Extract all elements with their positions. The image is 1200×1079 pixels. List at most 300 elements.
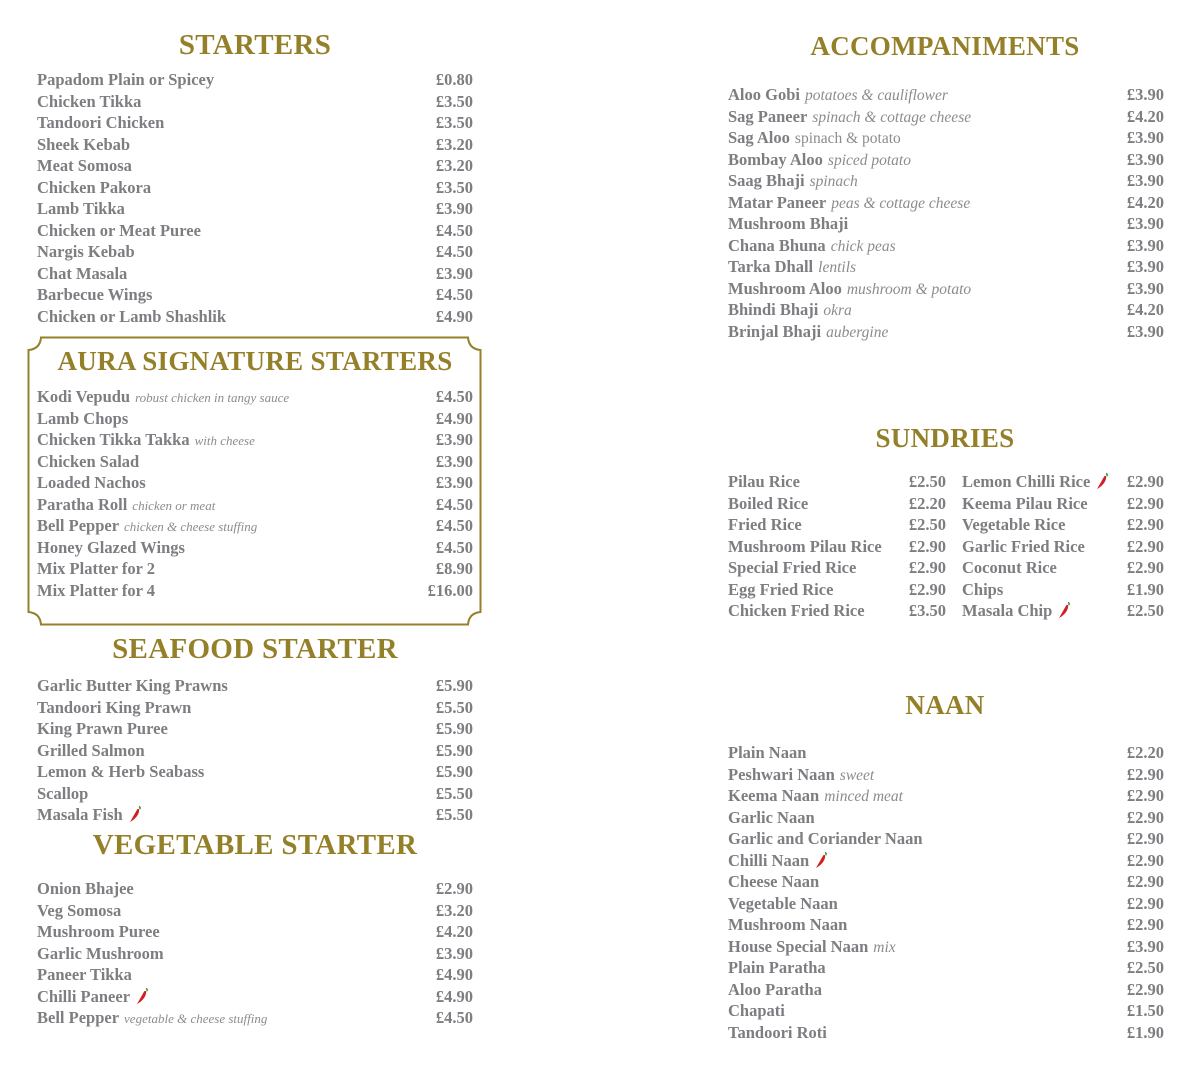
menu-item-name: Chicken or Lamb Shashlik — [37, 306, 227, 326]
menu-item — [728, 149, 1164, 171]
menu-item-price: £2.20 — [1126, 743, 1164, 762]
menu-item — [962, 493, 1164, 515]
menu-item-price: £2.90 — [1126, 829, 1164, 848]
menu-item-name: Mix Platter for 2 — [37, 559, 156, 578]
menu-item-text — [37, 921, 160, 943]
menu-item-text — [728, 600, 865, 622]
menu-item-price: £3.90 — [1126, 171, 1164, 190]
menu-item-price: £8.90 — [435, 559, 473, 578]
menu-item-text — [962, 579, 1003, 601]
menu-item-price: £3.20 — [435, 900, 473, 920]
menu-item-price: £4.50 — [435, 494, 473, 514]
menu-item — [728, 170, 1164, 192]
menu-item-text — [728, 213, 848, 235]
menu-item-price: £2.90 — [1126, 872, 1164, 891]
menu-item-text — [728, 1022, 827, 1044]
menu-item-name: Scallop — [37, 783, 89, 803]
menu-item — [728, 256, 1164, 278]
menu-item-description: spinach & potato — [794, 130, 901, 147]
menu-item-text — [37, 580, 155, 602]
menu-item-text — [37, 177, 151, 199]
menu-item-price: £1.90 — [1126, 579, 1164, 599]
menu-item-text — [728, 299, 852, 321]
menu-item-text — [728, 785, 903, 807]
menu-item-text — [37, 515, 257, 537]
menu-item — [728, 871, 1164, 893]
menu-item-description: sweet — [839, 766, 875, 784]
menu-item-description: mushroom & potato — [846, 280, 972, 298]
menu-item-text — [37, 91, 141, 113]
menu-item-text — [962, 536, 1085, 558]
menu-item-name: Chat Masala — [37, 263, 128, 283]
menu-item — [728, 235, 1164, 257]
menu-item-description: okra — [823, 302, 852, 319]
menu-item-price: £3.90 — [435, 263, 473, 283]
menu-item — [728, 936, 1164, 958]
menu-item-text — [728, 235, 896, 257]
menu-item-description: spinach & cottage cheese — [812, 108, 972, 126]
sundries-heading: SUNDRIES — [875, 423, 1015, 453]
menu-item-text — [728, 764, 874, 786]
menu-item-name: Sheek Kebab — [37, 134, 131, 154]
menu-item-text — [728, 471, 800, 493]
menu-item-text — [37, 155, 132, 177]
menu-item-text — [37, 804, 142, 826]
menu-item — [37, 408, 473, 430]
menu-item-price: £2.90 — [1126, 493, 1164, 513]
menu-item — [37, 198, 473, 220]
menu-item-price: £5.90 — [435, 676, 473, 695]
menu-item-price: £2.50 — [1126, 958, 1164, 977]
menu-item-name: Mushroom Puree — [37, 922, 160, 941]
starters-heading: STARTERS — [178, 29, 332, 61]
menu-item-name: Mix Platter for 4 — [37, 580, 156, 600]
menu-item — [728, 1022, 1164, 1044]
menu-item-text — [728, 871, 819, 893]
menu-item-price: £4.90 — [435, 986, 473, 1006]
menu-item-price: £2.90 — [1126, 915, 1164, 934]
menu-item — [728, 828, 1164, 850]
menu-item — [37, 386, 473, 408]
menu-item-price: £3.20 — [435, 134, 473, 154]
menu-item-name: Lamb Tikka — [37, 199, 125, 218]
accompaniments-list — [728, 84, 1164, 342]
menu-item — [728, 1000, 1164, 1022]
menu-item-name: Chicken Tikka Takka — [37, 430, 190, 449]
menu-item-name: Peshwari Naan — [728, 764, 835, 784]
menu-item-name: Masala Fish — [37, 805, 123, 824]
menu-item-text — [728, 321, 888, 343]
menu-item-name: Tandoori King Prawn — [37, 697, 192, 717]
menu-item-price: £4.50 — [435, 387, 473, 406]
seafood-heading: SEAFOOD STARTER — [112, 633, 398, 665]
menu-item-name: Sag Paneer — [728, 106, 808, 126]
menu-item-name: Lamb Chops — [37, 408, 129, 428]
menu-item-description: minced meat — [824, 788, 903, 805]
menu-item — [728, 84, 1164, 106]
menu-item-name: Egg Fried Rice — [728, 579, 834, 599]
menu-item — [37, 429, 473, 451]
accompaniments-heading: ACCOMPANIMENTS — [810, 31, 1080, 61]
sundries-left-list — [728, 471, 946, 622]
menu-item-price: £3.20 — [435, 156, 473, 175]
menu-item — [728, 493, 946, 515]
menu-item — [37, 112, 473, 134]
menu-item-text — [728, 84, 948, 106]
menu-item — [37, 675, 473, 697]
menu-item-description: spinach — [809, 173, 858, 190]
menu-item-price: £3.50 — [435, 113, 473, 132]
menu-item-text — [37, 408, 128, 430]
menu-item-name: Garlic Butter King Prawns — [37, 676, 228, 695]
menu-item-text — [728, 106, 971, 128]
menu-item-name: Aloo Paratha — [728, 979, 822, 999]
menu-item-name: Bell Pepper — [37, 1008, 120, 1027]
vegetable-list — [37, 878, 473, 1029]
menu-item-price: £3.50 — [908, 601, 946, 620]
menu-item-text — [37, 761, 204, 783]
menu-item-text — [37, 900, 121, 922]
menu-item — [37, 986, 473, 1008]
menu-item-text — [37, 220, 201, 242]
menu-item-text — [728, 807, 815, 829]
menu-item — [728, 807, 1164, 829]
menu-item-price: £3.90 — [435, 451, 473, 471]
menu-item-text — [728, 170, 858, 192]
menu-item-name: Bell Pepper — [37, 516, 120, 535]
menu-item-price: £3.90 — [1126, 235, 1164, 255]
menu-item-price: £4.20 — [1126, 192, 1164, 212]
menu-item-name: Mushroom Bhaji — [728, 214, 849, 233]
menu-item-text — [37, 284, 152, 306]
menu-item-name: House Special Naan — [728, 936, 869, 956]
menu-item-text — [37, 494, 215, 516]
menu-item — [37, 241, 473, 263]
menu-item-name: Chicken Tikka — [37, 91, 142, 111]
menu-item-price: £4.50 — [435, 220, 473, 240]
menu-item — [728, 742, 1164, 764]
menu-item-description: peas & cottage cheese — [831, 194, 971, 212]
vegetable-heading: VEGETABLE STARTER — [92, 829, 418, 861]
menu-item-price: £5.90 — [435, 719, 473, 738]
menu-item-text — [728, 850, 828, 872]
menu-item-name: Garlic Naan — [728, 807, 815, 827]
menu-item-name: Keema Naan — [728, 786, 820, 805]
menu-item-name: Coconut Rice — [962, 558, 1057, 577]
menu-item-text — [728, 893, 838, 915]
menu-item — [37, 177, 473, 199]
menu-item-price: £2.90 — [1126, 472, 1164, 491]
menu-item-price: £2.50 — [908, 472, 946, 491]
menu-item-name: Veg Somosa — [37, 900, 122, 920]
menu-item-price: £5.90 — [435, 740, 473, 760]
menu-item-name: Onion Bhajee — [37, 879, 134, 898]
menu-item-name: Saag Bhaji — [728, 171, 805, 190]
menu-item-price: £4.90 — [435, 408, 473, 428]
menu-item — [962, 600, 1164, 622]
menu-item-name: Kodi Vepudu — [37, 387, 131, 406]
menu-item-price: £4.20 — [435, 922, 473, 941]
sundries-right-list — [962, 471, 1164, 622]
signature-heading: AURA SIGNATURE STARTERS — [57, 346, 453, 376]
menu-item-text — [962, 557, 1057, 579]
menu-item — [728, 914, 1164, 936]
menu-item-price: £2.90 — [1126, 764, 1164, 784]
menu-item-text — [728, 536, 882, 558]
menu-item — [37, 451, 473, 473]
menu-item-price: £3.90 — [435, 473, 473, 492]
menu-item — [37, 783, 473, 805]
menu-item-text — [37, 429, 255, 451]
menu-item-text — [728, 742, 806, 764]
menu-item-name: Fried Rice — [728, 515, 802, 534]
menu-item-name: Garlic Mushroom — [37, 943, 164, 963]
menu-item-price: £1.90 — [1126, 1022, 1164, 1042]
menu-item-name: Pilau Rice — [728, 472, 800, 491]
menu-item — [37, 761, 473, 783]
menu-item-name: Keema Pilau Rice — [962, 493, 1088, 513]
menu-item — [37, 1007, 473, 1029]
menu-item-price: £2.90 — [908, 536, 946, 556]
menu-item-name: Cheese Naan — [728, 872, 820, 891]
menu-item-text — [962, 514, 1065, 536]
menu-item-text — [37, 697, 191, 719]
menu-item-name: Nargis Kebab — [37, 242, 135, 261]
menu-item — [728, 321, 1164, 343]
menu-item-price: £4.50 — [435, 242, 473, 261]
menu-item-name: Garlic and Coriander Naan — [728, 829, 923, 848]
menu-item — [37, 900, 473, 922]
menu-item-name: Papadom Plain or Spicey — [37, 70, 215, 89]
menu-item-name: Barbecue Wings — [37, 285, 153, 304]
menu-item — [728, 536, 946, 558]
menu-item-description: mix — [873, 938, 896, 956]
menu-item-price: £4.90 — [435, 306, 473, 326]
menu-item — [37, 134, 473, 156]
menu-item-description: aubergine — [826, 323, 889, 341]
menu-item-name: Mushroom Aloo — [728, 278, 842, 298]
menu-item — [37, 921, 473, 943]
menu-item — [962, 557, 1164, 579]
menu-item-name: Chilli Naan — [728, 850, 810, 870]
menu-item-name: Plain Naan — [728, 743, 807, 762]
menu-item — [37, 580, 473, 602]
menu-item — [728, 192, 1164, 214]
menu-item-text — [728, 979, 822, 1001]
menu-item-name: Brinjal Bhaji — [728, 321, 822, 341]
chilli-icon — [1057, 601, 1071, 619]
menu-item — [37, 284, 473, 306]
menu-item-text — [37, 943, 164, 965]
menu-item-price: £2.90 — [1126, 515, 1164, 534]
menu-item-name: Matar Paneer — [728, 192, 827, 212]
menu-item-description: chicken & cheese stuffing — [124, 519, 258, 534]
menu-item-price: £5.50 — [435, 805, 473, 824]
menu-item-text — [37, 675, 228, 697]
menu-item — [728, 850, 1164, 872]
menu-item-price: £3.50 — [435, 177, 473, 197]
menu-item-price: £3.90 — [1126, 321, 1164, 341]
menu-item-name: Chicken Salad — [37, 451, 140, 471]
menu-item — [728, 785, 1164, 807]
menu-item-price: £2.90 — [1126, 893, 1164, 913]
menu-item-price: £5.50 — [435, 697, 473, 717]
menu-item-name: Mushroom Naan — [728, 915, 848, 934]
menu-item-text — [37, 69, 214, 91]
menu-item-price: £2.90 — [1126, 536, 1164, 556]
menu-item-text — [728, 914, 847, 936]
menu-item-price: £3.90 — [435, 199, 473, 218]
menu-item — [728, 106, 1164, 128]
menu-item-name: Vegetable Rice — [962, 515, 1066, 534]
menu-item-price: £3.90 — [1126, 128, 1164, 147]
menu-item-description: lentils — [818, 259, 857, 276]
menu-item — [37, 220, 473, 242]
menu-item — [728, 600, 946, 622]
menu-item-name: Tandoori Roti — [728, 1022, 827, 1042]
menu-item-price: £2.90 — [1126, 807, 1164, 827]
menu-item-price: £3.90 — [1126, 257, 1164, 276]
menu-item — [728, 979, 1164, 1001]
starters-list — [37, 69, 473, 327]
menu-item-text — [728, 957, 826, 979]
menu-item — [37, 263, 473, 285]
menu-item-text — [37, 386, 289, 408]
menu-item-text — [37, 306, 226, 328]
signature-list — [37, 386, 473, 601]
menu-item-name: Masala Chip — [962, 601, 1053, 620]
menu-item-text — [728, 278, 971, 300]
menu-item — [962, 579, 1164, 601]
menu-item-price: £4.50 — [435, 537, 473, 557]
menu-item-name: Tandoori Chicken — [37, 113, 165, 132]
menu-item-price: £3.90 — [435, 430, 473, 449]
menu-item — [37, 804, 473, 826]
menu-item-text — [37, 964, 132, 986]
menu-item-text — [728, 192, 970, 214]
menu-item — [37, 494, 473, 516]
menu-item-text — [728, 514, 802, 536]
menu-item-price: £3.90 — [1126, 936, 1164, 956]
menu-item — [37, 537, 473, 559]
menu-item-price: £4.20 — [1126, 300, 1164, 319]
menu-item-price: £2.90 — [1126, 850, 1164, 870]
menu-item — [37, 718, 473, 740]
menu-item-price: £2.90 — [1126, 979, 1164, 999]
menu-item-name: Chicken Fried Rice — [728, 601, 865, 620]
menu-item-description: spiced potato — [827, 151, 911, 169]
menu-item-text — [728, 493, 808, 515]
menu-item — [728, 557, 946, 579]
menu-item-text — [37, 472, 146, 494]
menu-item-price: £2.90 — [908, 579, 946, 599]
menu-item-text — [37, 134, 130, 156]
menu-item — [728, 579, 946, 601]
menu-item-text — [728, 256, 856, 278]
menu-item — [37, 155, 473, 177]
menu-item-text — [37, 740, 145, 762]
menu-item-description: vegetable & cheese stuffing — [124, 1011, 268, 1026]
menu-item-text — [728, 149, 911, 171]
menu-item — [728, 893, 1164, 915]
menu-item-name: Plain Paratha — [728, 958, 826, 977]
menu-item-price: £2.20 — [908, 493, 946, 513]
menu-item — [37, 964, 473, 986]
menu-item — [37, 472, 473, 494]
menu-item — [728, 957, 1164, 979]
menu-item-price: £3.50 — [435, 91, 473, 111]
menu-item-description: potatoes & cauliflower — [804, 87, 948, 104]
menu-item-text — [37, 986, 149, 1008]
chilli-icon — [814, 851, 828, 869]
menu-item — [728, 764, 1164, 786]
menu-item — [728, 127, 1164, 149]
menu-item-name: Garlic Fried Rice — [962, 536, 1085, 556]
menu-item — [962, 514, 1164, 536]
menu-item-name: Honey Glazed Wings — [37, 537, 185, 557]
menu-item-price: £4.50 — [435, 1008, 473, 1027]
menu-item-name: Chicken or Meat Puree — [37, 220, 201, 240]
menu-item — [37, 91, 473, 113]
menu-item-text — [728, 828, 923, 850]
menu-item-description: chicken or meat — [132, 497, 216, 513]
menu-item-text — [37, 451, 139, 473]
menu-item — [728, 278, 1164, 300]
menu-item-description: chick peas — [830, 237, 896, 255]
menu-item-price: £3.90 — [435, 943, 473, 963]
menu-item-price: £2.90 — [1126, 786, 1164, 805]
menu-item — [728, 213, 1164, 235]
menu-item-price: £4.90 — [435, 965, 473, 984]
menu-item — [37, 306, 473, 328]
chilli-icon — [128, 805, 142, 823]
menu-item-price: £3.90 — [1126, 214, 1164, 233]
menu-item-text — [728, 127, 901, 149]
menu-item-price: £2.50 — [908, 515, 946, 534]
menu-item-text — [37, 558, 155, 580]
menu-item-text — [37, 112, 164, 134]
menu-item-name: Paneer Tikka — [37, 965, 132, 984]
menu-item-price: £4.50 — [435, 516, 473, 535]
menu-item-text — [37, 718, 168, 740]
menu-item-name: Chapati — [728, 1001, 785, 1020]
menu-item — [728, 471, 946, 493]
menu-item-name: Mushroom Pilau Rice — [728, 536, 882, 556]
menu-item-text — [37, 537, 185, 559]
menu-item-name: Aloo Gobi — [728, 85, 800, 104]
menu-item-text — [962, 471, 1109, 493]
menu-item-name: Chana Bhuna — [728, 235, 826, 255]
menu-item-name: Vegetable Naan — [728, 893, 838, 913]
menu-item-name: Bombay Aloo — [728, 149, 823, 169]
menu-item-name: Grilled Salmon — [37, 740, 145, 760]
menu-item-text — [962, 600, 1071, 622]
menu-item-name: Chicken Pakora — [37, 177, 152, 197]
menu-item-text — [37, 198, 125, 220]
menu-item-price: £2.90 — [1126, 558, 1164, 577]
menu-item-name: Lemon & Herb Seabass — [37, 762, 205, 781]
menu-item-price: £2.50 — [1126, 601, 1164, 620]
menu-item — [728, 514, 946, 536]
menu-item-name: Boiled Rice — [728, 493, 809, 513]
menu-item-description: robust chicken in tangy sauce — [135, 390, 290, 405]
menu-item-name: Sag Aloo — [728, 128, 790, 147]
menu-item — [37, 515, 473, 537]
menu-item-name: Chilli Paneer — [37, 986, 131, 1006]
chilli-icon — [135, 987, 149, 1005]
menu-item-name: Loaded Nachos — [37, 473, 146, 492]
menu-item — [37, 740, 473, 762]
